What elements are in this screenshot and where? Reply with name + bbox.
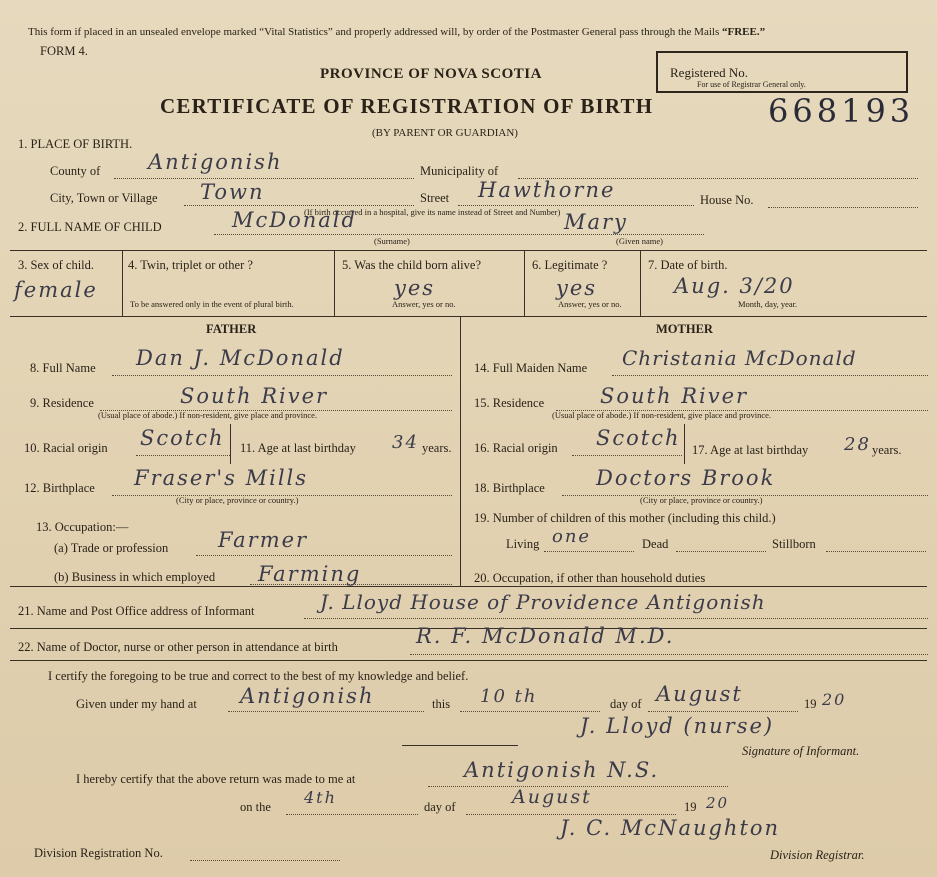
date-label: 7. Date of birth. [648,258,728,272]
mother-stillborn-line [826,551,926,552]
mother-racial-label: 16. Racial origin [474,441,558,455]
on-month-line [466,814,676,815]
twin-note: To be answered only in the event of plural birth. [130,299,294,309]
mother-birthplace-value: Doctors Brook [596,466,776,490]
alive-value: yes [394,276,436,300]
father-occupation-label: 13. Occupation:— [36,520,129,534]
return-place-value: Antigonish N.S. [464,758,660,782]
mother-occupation-label: 20. Occupation, if other than household duties [474,571,706,585]
given-label: Given under my hand at [76,697,197,711]
mother-residence-note: (Usual place of abode.) If non-resident, give place and province. [552,410,772,420]
on-year-prefix: 19 [684,800,697,814]
form-number: FORM 4. [40,44,88,58]
sex-label: 3. Sex of child. [18,258,95,272]
father-age-suffix: years. [422,441,452,455]
informant-address-value: J. Lloyd House of Providence Antigonish [320,590,766,614]
street-label: Street [420,191,450,205]
registrar-note: For use of Registrar General only. [697,80,806,89]
mother-age-label: 17. Age at last birthday [692,443,809,457]
registered-number-box [656,51,908,93]
mother-children-label: 19. Number of children of this mother (including this child.) [474,511,776,525]
street-value: Hawthorne [478,178,616,202]
street-line [458,205,694,206]
rule-certify-top [10,660,927,661]
division-registration-label: Division Registration No. [34,846,163,860]
rule-informant-top [10,586,927,587]
father-birthplace-value: Fraser's Mills [134,466,309,490]
father-trade-label: (a) Trade or profession [54,541,169,555]
mother-racial-line [572,455,682,456]
father-birthplace-note: (City or place, province or country.) [176,495,299,505]
surname-note: (Surname) [374,236,410,246]
mother-birthplace-note: (City or place, province or country.) [640,495,763,505]
rule-row3-div1 [122,250,123,316]
on-year-value: 20 [706,794,730,812]
on-day-value: 4th [304,788,337,807]
certify-statement: I certify the foregoing to be true and correct to the best of my knowledge and belief. [48,669,469,683]
mother-name-value: Christania McDonald [622,346,857,370]
on-the-label: on the [240,800,271,814]
hospital-note: (If birth occurred in a hospital, give its name instead of Street and Number) [304,207,561,217]
rule-row3-div2 [334,250,335,316]
mother-dead-line [676,551,766,552]
registrar-caption: Division Registrar. [770,848,865,862]
mother-living-line [544,551,634,552]
father-age-value: 34 [392,432,419,453]
rule-parents-divider [460,316,461,586]
father-business-value: Farming [258,562,362,586]
given-place-value: Antigonish [240,684,375,708]
mother-age-value: 28 [844,434,871,455]
mother-heading: MOTHER [656,322,713,336]
legit-note: Answer, yes or no. [558,299,622,309]
mother-stillborn-label: Stillborn [772,537,816,551]
given-place-line [228,711,424,712]
father-racial-line [136,455,230,456]
informant-address-line [304,618,928,619]
mother-name-line [612,375,928,376]
father-name-label: 8. Full Name [30,361,96,375]
mother-residence-value: South River [600,384,749,408]
county-value: Antigonish [148,150,283,174]
rule-row3-div4 [640,250,641,316]
province-heading: PROVINCE OF NOVA SCOTIA [320,66,542,82]
city-label: City, Town or Village [50,191,158,205]
rule-signature-short [402,745,518,746]
doctor-value: R. F. McDonald M.D. [416,624,675,648]
day-line [460,711,600,712]
day-value: 10 th [480,686,538,707]
mail-note-text: This form if placed in an unsealed envelope marked “Vital Statistics” and properly addressed will, by order of the Postmaster General pass through the Mails [28,26,720,38]
day-of-label: day of [610,697,642,711]
mother-living-label: Living [506,537,540,551]
informant-signature: J. Lloyd (nurse) [580,714,775,738]
informant-address-label: 21. Name and Post Office address of Informant [18,604,255,618]
date-value: Aug. 3/20 [674,274,795,298]
rule-father-age [230,424,231,464]
mother-living-value: one [552,526,592,547]
father-name-line [112,375,452,376]
month-line [648,711,798,712]
rule-mother-age [684,424,685,464]
legit-value: yes [556,276,598,300]
on-month-value: August [512,786,592,808]
registered-label: Registered No. [670,65,748,80]
certificate-title: CERTIFICATE OF REGISTRATION OF BIRTH [160,94,654,118]
return-label: I hereby certify that the above return was made to me at [76,772,356,786]
city-line [184,205,414,206]
mother-residence-label: 15. Residence [474,396,545,410]
child-given-value: Mary [564,210,628,234]
house-label: House No. [700,193,754,207]
month-value: August [656,682,743,706]
municipality-label: Municipality of [420,164,499,178]
child-surname-value: McDonald [232,208,357,232]
mother-birthplace-label: 18. Birthplace [474,481,545,495]
father-age-label: 11. Age at last birthday [240,441,356,455]
doctor-label: 22. Name of Doctor, nurse or other person in attendance at birth [18,640,338,654]
year-value: 20 [822,690,847,709]
city-value: Town [200,180,265,204]
mother-name-label: 14. Full Maiden Name [474,361,588,375]
mail-note [28,26,765,38]
father-residence-note: (Usual place of abode.) If non-resident, give place and province. [98,410,318,420]
father-trade-line [196,555,452,556]
child-name-line [214,234,704,235]
on-day-of-label: day of [424,800,456,814]
county-line [114,178,414,179]
mail-note-free: “FREE.” [721,26,766,38]
sex-value: female [14,278,98,302]
informant-signature-caption: Signature of Informant. [742,744,860,758]
father-residence-label: 9. Residence [30,396,94,410]
father-birthplace-label: 12. Birthplace [24,481,95,495]
division-registration-line [190,860,340,861]
given-note: (Given name) [616,236,663,246]
child-name-label: 2. FULL NAME OF CHILD [18,220,162,234]
registration-number-handwritten: 668193 [768,92,915,130]
father-trade-value: Farmer [218,528,309,552]
place-section-label: 1. PLACE OF BIRTH. [18,137,133,151]
father-racial-label: 10. Racial origin [24,441,108,455]
alive-label: 5. Was the child born alive? [342,258,482,272]
county-label: County of [50,164,101,178]
father-name-value: Dan J. McDonald [136,346,345,370]
on-day-line [286,814,418,815]
alive-note: Answer, yes or no. [392,299,456,309]
date-note: Month, day, year. [738,299,798,309]
certificate-subtitle: (BY PARENT OR GUARDIAN) [372,127,518,139]
twin-label: 4. Twin, triplet or other ? [128,258,253,272]
year-prefix: 19 [804,697,817,711]
rule-row3-div3 [524,250,525,316]
father-heading: FATHER [206,322,257,336]
father-business-label: (b) Business in which employed [54,570,216,584]
mother-age-suffix: years. [872,443,902,457]
rule-parents-top [10,316,927,317]
mother-dead-label: Dead [642,537,669,551]
this-label: this [432,697,451,711]
father-residence-value: South River [180,384,329,408]
mother-racial-value: Scotch [596,426,681,450]
rule-row3-top [10,250,927,251]
registrar-signature: J. C. McNaughton [560,816,781,840]
house-line [768,207,918,208]
father-racial-value: Scotch [140,426,225,450]
legit-label: 6. Legitimate ? [532,258,608,272]
doctor-line [410,654,928,655]
